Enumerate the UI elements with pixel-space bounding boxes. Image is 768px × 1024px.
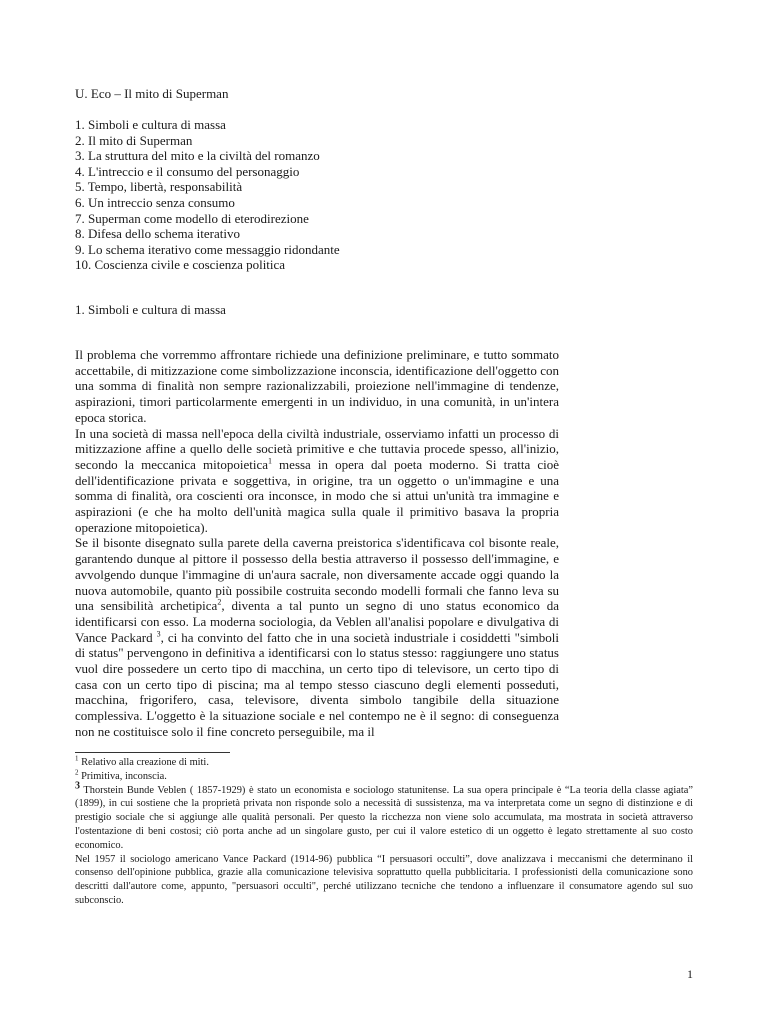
paragraph-1: Il problema che vorremmo affrontare richiede una definizione preliminare, e tutto sommato accettabile, di mitizzazione come simbolizzazione inconscia, identificazione dell'oggetto con una somma di finalità non sempre razionalizzabili, proiezione nell'immagine di tendenze, aspirazioni, timori particolarmente emergenti in un individuo, in una comunità, in un'intera epoca storica. bbox=[75, 347, 559, 425]
document-title: U. Eco – Il mito di Superman bbox=[75, 86, 229, 101]
page-number: 1 bbox=[687, 967, 693, 981]
footnote-2: $^2$ Primitiva, inconscia. bbox=[75, 768, 167, 782]
footnote-ref-3: 3 bbox=[156, 629, 161, 639]
toc-item: 7. Superman come modello di eterodirezione bbox=[75, 210, 309, 226]
footnote-3: 3 Thorstein Bunde Veblen ( 1857-1929) è stato un economista e sociologo statunitense. La sua opera principale è “La teoria della classe agiata” (1899), in cui sostiene che la proprietà privata non risponde solo a necessità di sussistenza, ma va interpretata come un segno di distinzione e di prestigio sociale che si aggiunge alle qualità personali. Per questo la ricchezza non viene solo accumulata, ma mostrata in società attraverso l'ostentazione di beni costosi; ciò porta anche ad un singolare gusto, per cui il valore estetico di un oggetto è legato strettamente al suo costo economico. bbox=[75, 780, 693, 851]
table-of-contents bbox=[75, 117, 555, 273]
toc-item: 5. Tempo, libertà, responsabilità bbox=[75, 179, 243, 195]
toc-item: 3. La struttura del mito e la civiltà del romanzo bbox=[75, 148, 320, 164]
footnote-separator bbox=[75, 752, 230, 753]
footnote-ref-1: 1 bbox=[268, 456, 272, 466]
footnote-ref-2: 2 bbox=[217, 597, 222, 607]
body-text bbox=[75, 347, 559, 740]
toc-item: 2. Il mito di Superman bbox=[75, 132, 193, 148]
toc-item: 6. Un intreccio senza consumo bbox=[75, 194, 235, 210]
toc-item: 9. Lo schema iterativo come messaggio ridondante bbox=[75, 241, 340, 257]
toc-item: 1. Simboli e cultura di massa bbox=[75, 117, 226, 132]
section-heading: 1. Simboli e cultura di massa bbox=[75, 302, 226, 317]
toc-item: 10. Coscienza civile e coscienza politica bbox=[75, 257, 286, 273]
toc-item: 4. L'intreccio e il consumo del personaggio bbox=[75, 163, 300, 179]
footnote-1: $^1$ Relativo alla creazione di miti. bbox=[75, 754, 209, 768]
paragraph-2: In una società di massa nell'epoca della civiltà industriale, osserviamo infatti un processo di mitizzazione affine a quello delle società primitive e che tuttavia procede spesso, all'inizio, secondo la meccanica mitopoietica$^1$ messa in opera dal poeta moderno. Si tratta cioè dell'identificazione privata e soggettiva, in origine, tra un oggetto o un'immagine e una somma di finalità, ora coscienti ora inconsce, in modo che si attui un'unità tra immagine e aspirazioni (e che ha molto dell'unità magica sulla quale il primitivo basava la propria operazione mitopoietica). bbox=[75, 425, 559, 535]
footnote-3-continued: Nel 1957 il sociologo americano Vance Packard (1914-96) pubblica “I persuasori occulti”, dove analizzava i meccanismi che determinano il consenso dell'opinione pubblica, grazie alla comunicazione televisiva soprattutto quella pubblicitaria. I professionisti della comunicazione sono descritti dall'autore come, appunto, "persuasori occulti", perché utilizzano tecniche che tendono a influenzare il consumatore agendo sul suo subconscio. bbox=[75, 853, 693, 906]
footnotes bbox=[75, 756, 693, 908]
paragraph-3: Se il bisonte disegnato sulla parete della caverna preistorica s'identificava col bisonte reale, garantendo dunque al pittore il possesso della bestia attraverso il possesso dell'immagine, e avvolgendo dunque l'immagine di un'aura sacrale, non diversamente accade oggi quando la nuova automobile, quanto più possibile costruita secondo modelli formali che fanno leva su una sensibilità archetipica$^2$, diventa a tal punto un segno di uno status economico da identificarsi con esso. La moderna sociologia, da Veblen all'analisi popolare e divulgativa di Vance Packard $^3$, ci ha convinto del fatto che in una società industriale i cosiddetti "simboli di status" pervengono in definitiva a identificarsi con lo status stesso: raggiungere uno status vuol dire possedere un certo tipo di macchina, un certo tipo di televisore, un certo tipo di casa con un certo tipo di piscina; ma al tempo stesso ciascuno degli elementi posseduti, macchina, frigorifero, casa, televisore, diventa simbolo tangibile della situazione complessiva. L'oggetto è la situazione sociale e nel contempo ne è il segno: di conseguenza non ne costituisce solo il fine concreto perseguibile, ma il bbox=[75, 535, 559, 739]
toc-item: 8. Difesa dello schema iterativo bbox=[75, 226, 240, 242]
